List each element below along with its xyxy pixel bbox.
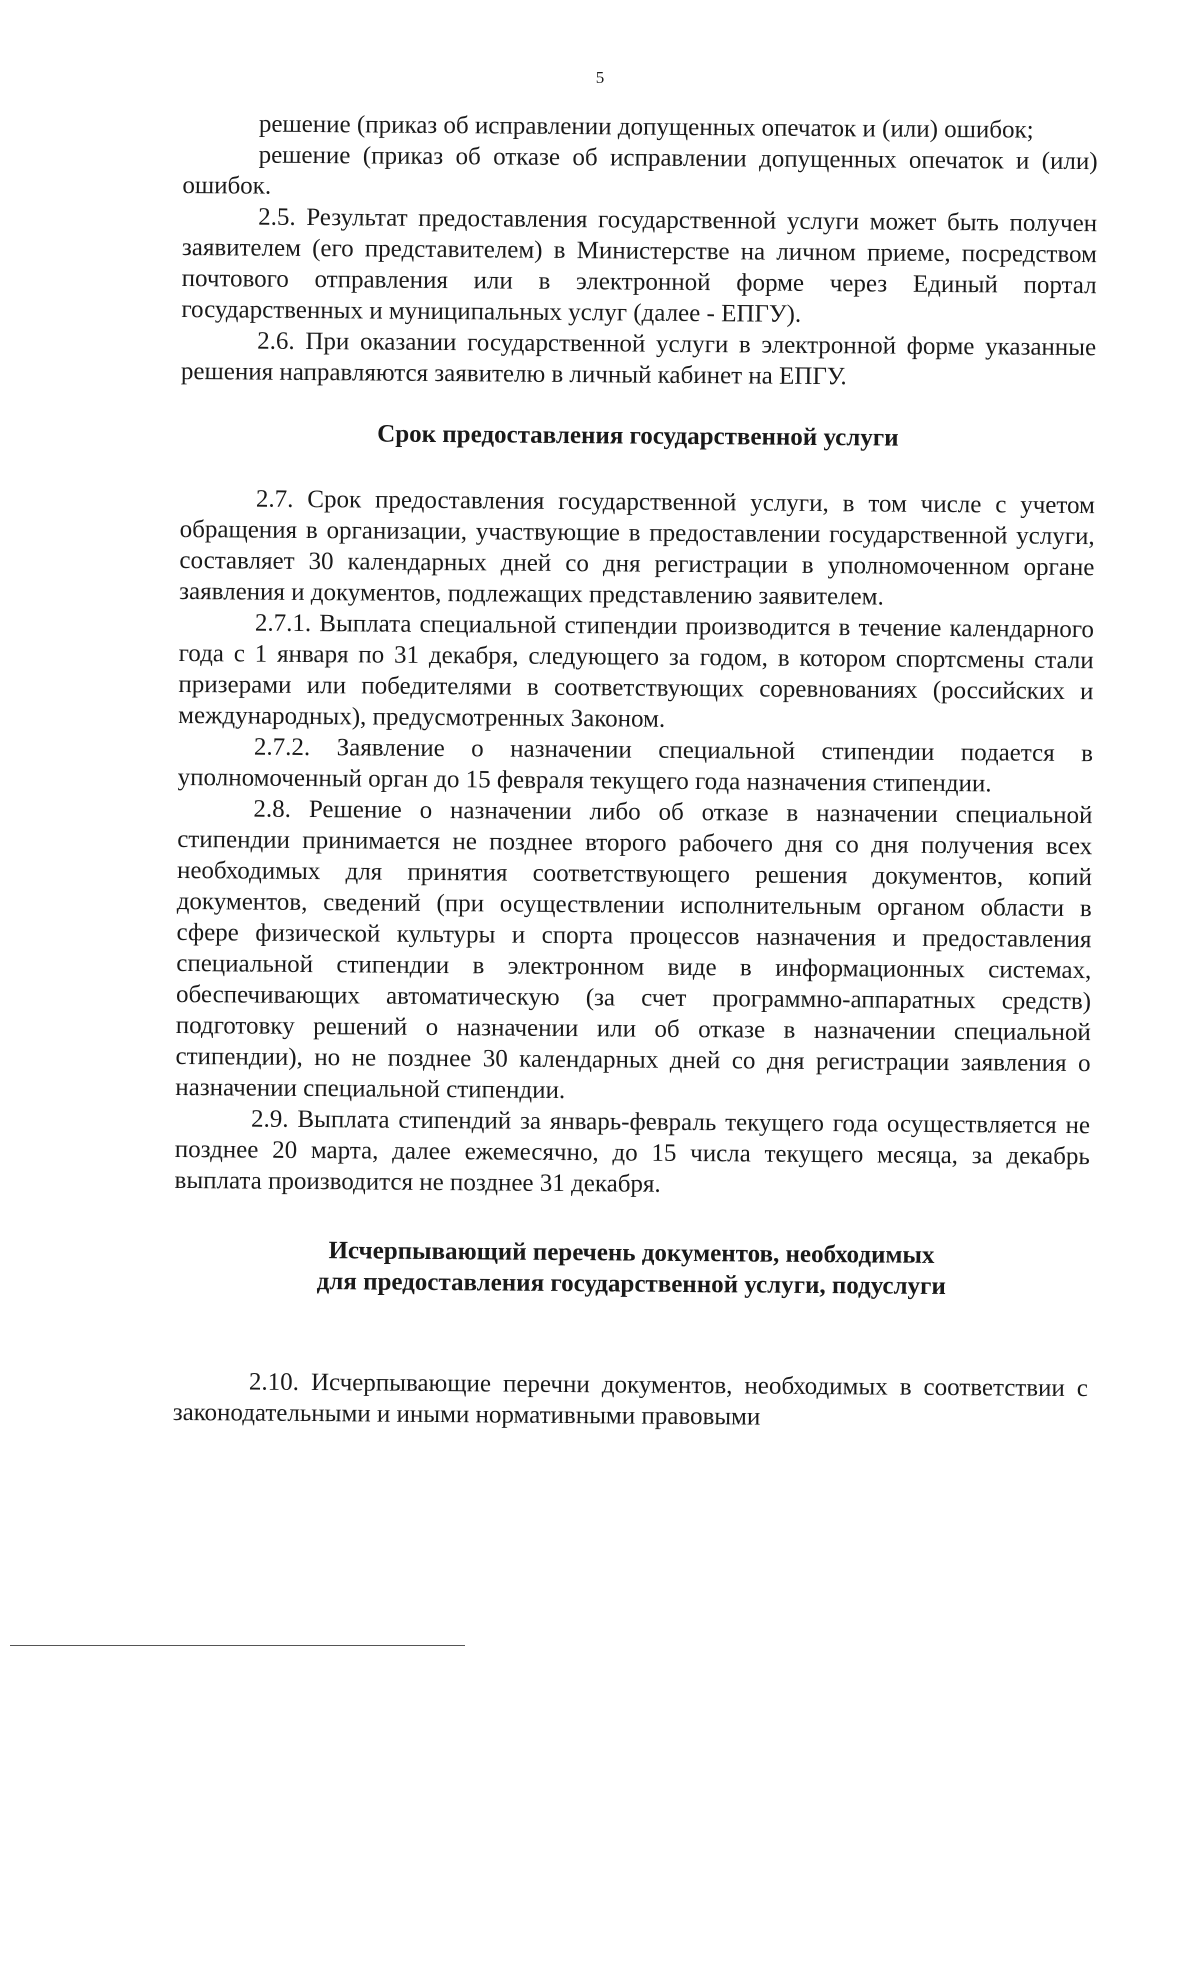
section-heading-documents-line1: Исчерпывающий перечень документов, необходимых	[328, 1237, 935, 1269]
document-body	[173, 108, 1098, 1435]
paragraph-2-7: 2.7. Срок предоставления государственной услуги, в том числе с учетом обращения в организации, участвующие в предоставлении государственной услуги, составляет 30 календарных дней со дня регистрации в уполномоченном органе заявления и документов, подлежащих представлению заявителем.	[179, 485, 1096, 611]
paragraph-2-10: 2.10. Исчерпывающие перечни документов, необходимых в соответствии с законодательными и иными нормативными правовыми	[172, 1368, 1089, 1431]
paragraph-2-5: 2.5. Результат предоставления государственной услуги может быть получен заявителем (его представителем) в Министерстве на личном приеме, посредством почтового отправления или в электронной форме через Единый портал государственных и муниципальных услуг (далее - ЕПГУ).	[181, 203, 1098, 328]
section-heading-documents	[174, 1234, 1089, 1303]
paragraph-decision-correction: решение (приказ об исправлении допущенных опечаток и (или) ошибок;	[258, 110, 1034, 144]
page-number: 5	[595, 68, 605, 87]
section-heading-documents-line2: для предоставления государственной услуги, подуслуги	[316, 1268, 946, 1301]
footnote-separator	[10, 1645, 465, 1646]
paragraph-2-8: 2.8. Решение о назначении либо об отказе в назначении специальной стипендии принимается не позднее второго рабочего дня со дня получения всех необходимых для принятия соответствующего решения документов, копий документов, сведений (при осуществлении исполнительным органом области в сфере физической культуры и спорта процессов назначения и предоставления специальной стипендии в электронном виде в информационных системах, обеспечивающих автоматическую (за счет программно-аппаратных средств) подготовку решений о назначении или об отказе в назначении специальной стипендии), но не позднее 30 календарных дней со дня регистрации заявления о назначении специальной стипендии.	[175, 795, 1093, 1105]
paragraph-decision-refusal: решение (приказ об отказе об исправлении допущенных опечаток и (или) ошибок.	[182, 141, 1098, 200]
paragraph-2-7-1: 2.7.1. Выплата специальной стипендии производится в течение календарного года с 1 января по 31 декабря, следующего за годом, в котором спортсмены стали призерами или победителями в соответствующих соревнованиях (российских и международных), предусмотренных Законом.	[178, 609, 1095, 733]
section-heading-term: Срок предоставления государственной услуги	[377, 420, 899, 452]
paragraph-2-7-2: 2.7.2. Заявление о назначении специальной стипендии подается в уполномоченный орган до 15 февраля текущего года назначения стипендии.	[177, 733, 1094, 798]
paragraph-2-9: 2.9. Выплата стипендий за январь-февраль текущего года осуществляется не позднее 20 марта, далее ежемесячно, до 15 числа текущего месяца, за декабрь выплата производится не позднее 31 декабря.	[174, 1105, 1091, 1198]
paragraph-2-6: 2.6. При оказании государственной услуги в электронной форме указанные решения направляются заявителю в личный кабинет на ЕПГУ.	[180, 327, 1097, 391]
